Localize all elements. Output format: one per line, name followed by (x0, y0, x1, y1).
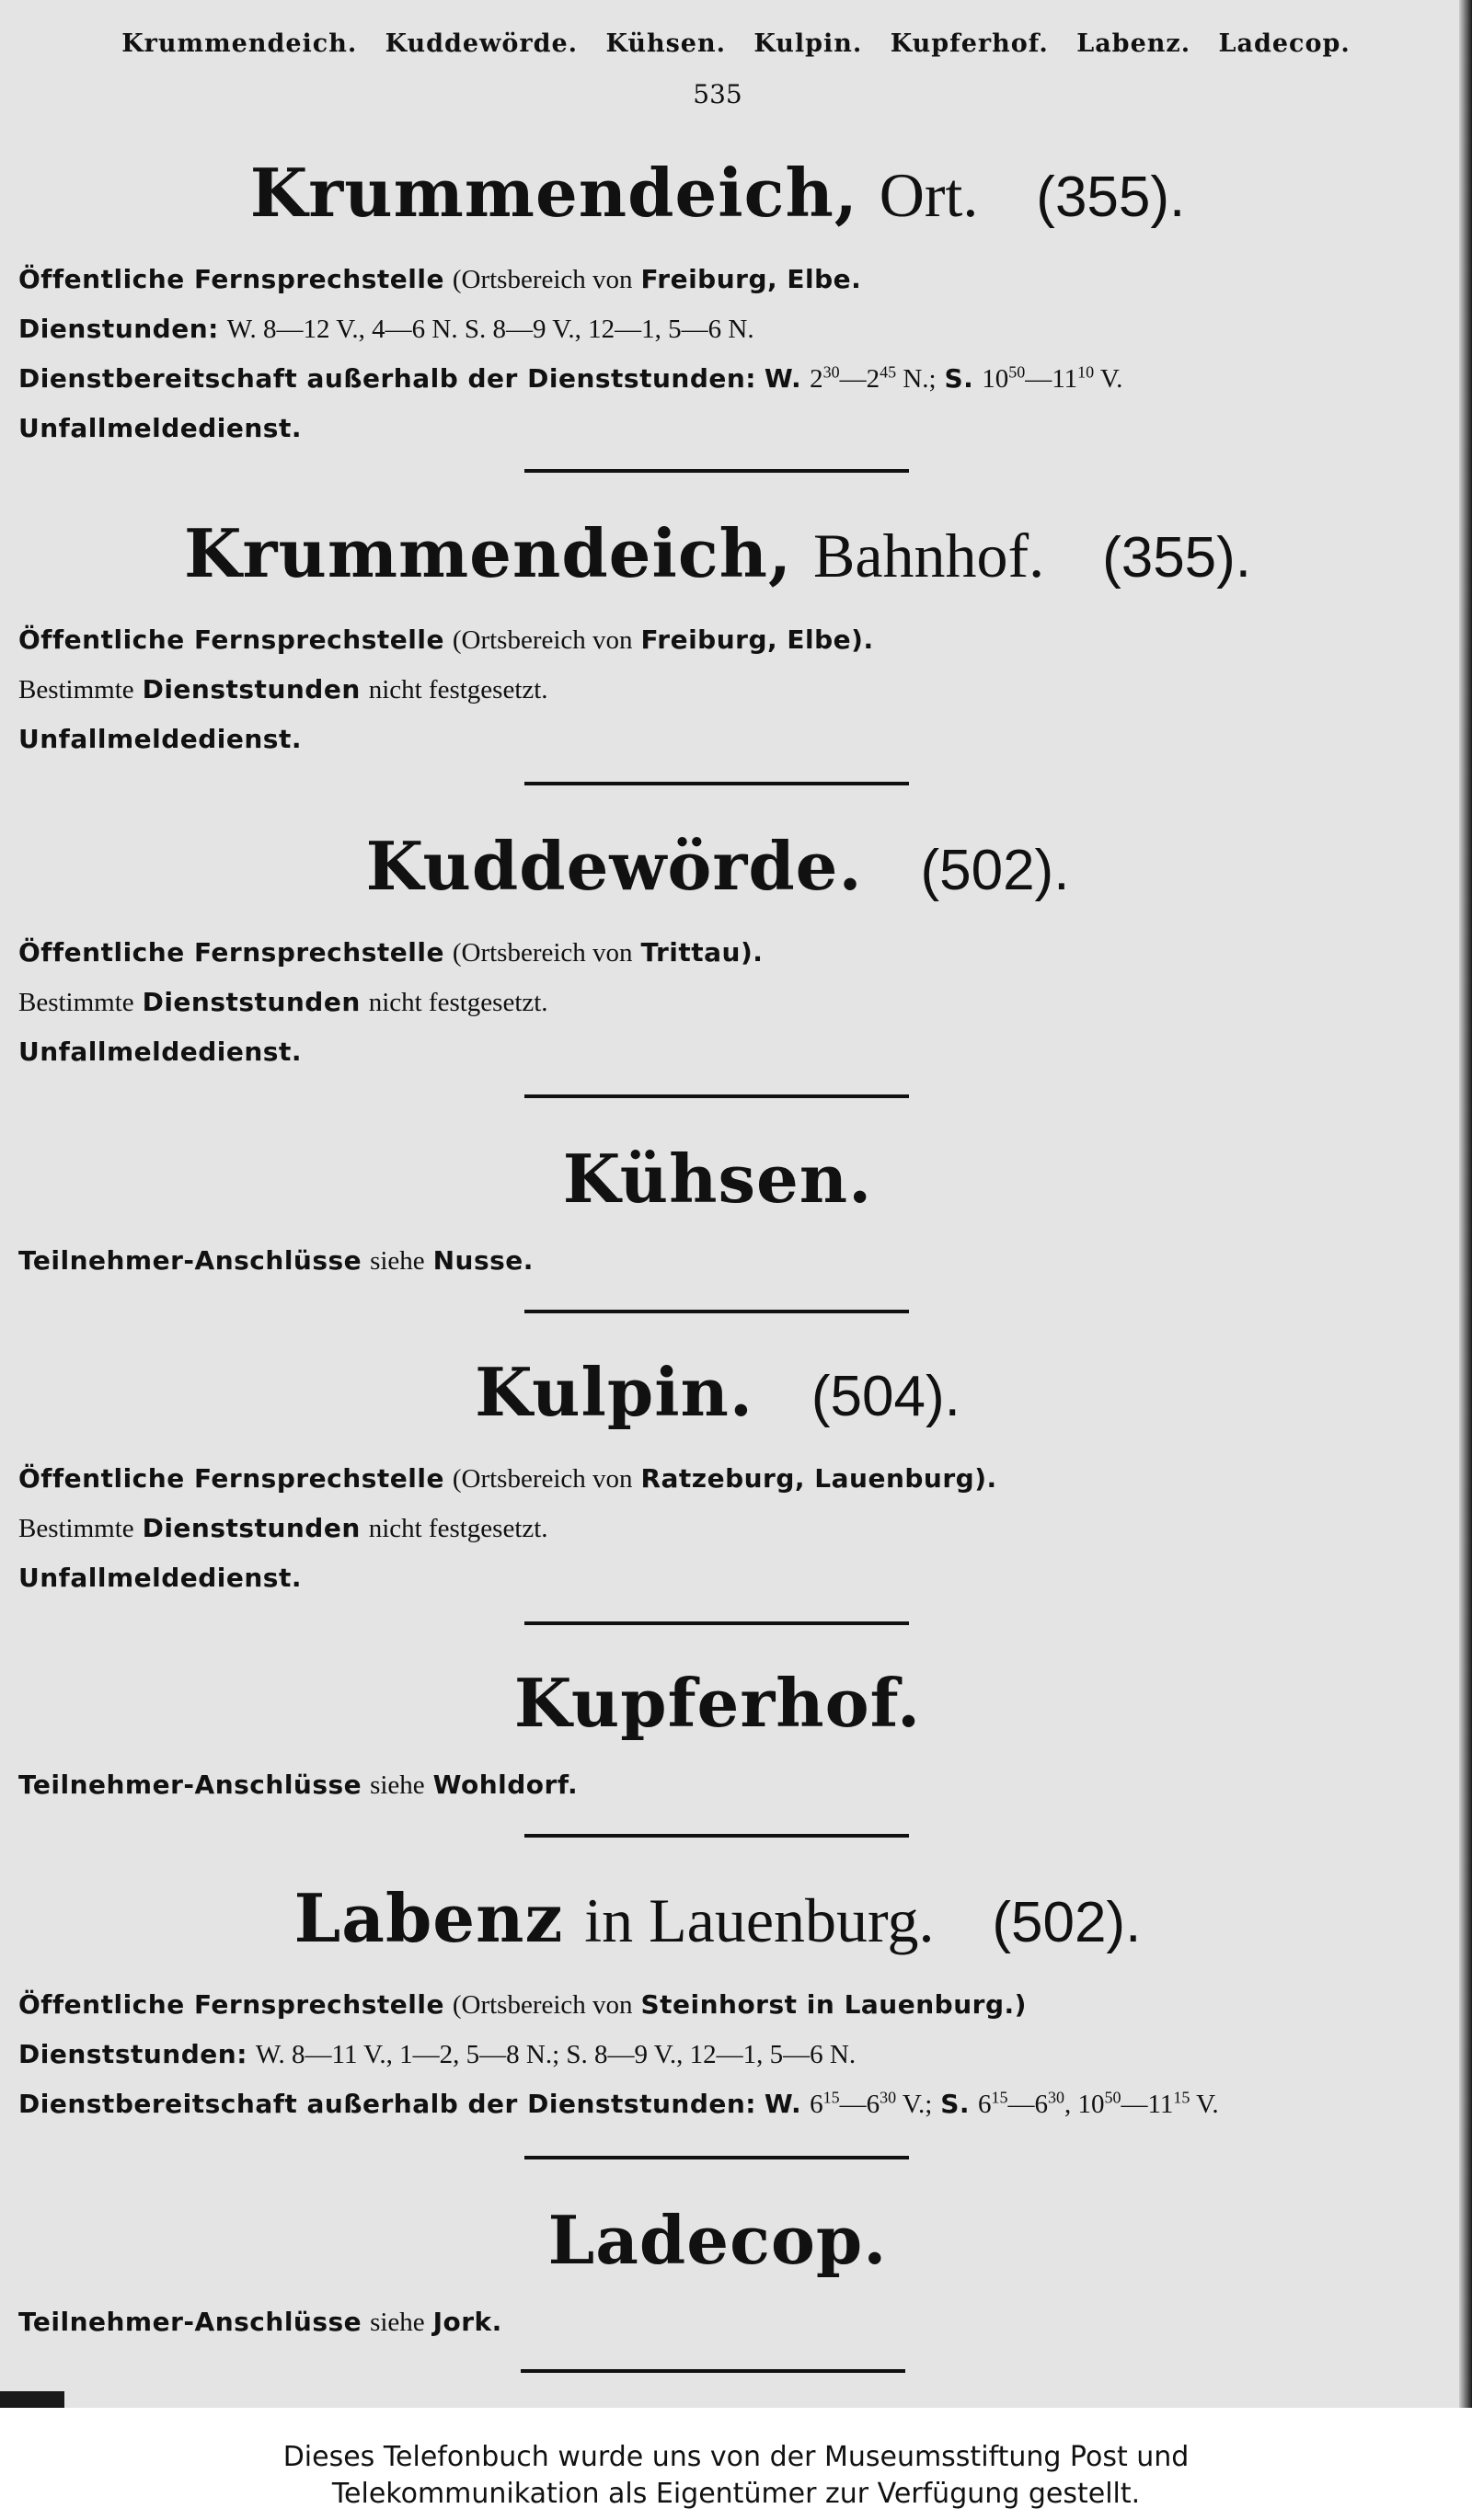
entry-code: (355). (1102, 526, 1252, 590)
entry-line: Dienstbereitschaft außerhalb der Dienststunden: W. $6^{15}—6^{30}$ V.; S. $6^{15}—6^{30}$, $10^{50}—11^{15}$ V. (18, 2088, 1219, 2119)
entry-name: Kuddewörde. (365, 827, 863, 905)
entry-heading (0, 827, 1435, 908)
entry-line: Dienststunden: W. 8—11 V., 1—2, 5—8 N.; S. 8—9 V., 12—1, 5—6 N. (18, 2039, 857, 2069)
entry-heading (0, 1879, 1435, 1960)
section-divider (524, 1310, 909, 1313)
entry-code: (502). (920, 839, 1070, 902)
entry-line: Bestimmte Dienststunden nicht festgesetzt. (18, 987, 548, 1017)
entry-code: (355). (1036, 166, 1186, 229)
entry-line: Teilnehmer-Anschlüsse siehe Nusse. (18, 1245, 534, 1276)
entry-line: Teilnehmer-Anschlüsse siehe Jork. (18, 2307, 502, 2337)
entry-subtitle: in Lauenburg. (584, 1885, 935, 1955)
entry-line: Öffentliche Fernsprechstelle (Ortsbereich von Freiburg, Elbe). (18, 624, 874, 655)
entry-code: (504). (811, 1365, 960, 1428)
section-divider (524, 469, 909, 473)
entry-subtitle: Ort. (879, 160, 979, 230)
entry-labenz (0, 1879, 1435, 2129)
section-divider (524, 2156, 909, 2159)
entry-line: Bestimmte Dienststunden nicht festgesetzt. (18, 674, 548, 704)
section-divider (521, 2369, 905, 2373)
entry-line: Unfallmeldedienst. (18, 724, 302, 754)
entry-heading (0, 156, 1435, 235)
entry-name: Krummendeich, (183, 514, 793, 592)
section-divider (524, 782, 909, 785)
entry-krummendeich-ort (0, 156, 1435, 452)
entry-line: Dienstunden: W. 8—12 V., 4—6 N. S. 8—9 V., 12—1, 5—6 N. (18, 314, 754, 344)
footer-line-2: Telekommunikation als Eigentümer zur Verfügung gestellt. (331, 2478, 1141, 2510)
entry-kupferhof (0, 1664, 1435, 1810)
section-divider (524, 1094, 909, 1098)
page-edge-shadow (1459, 0, 1472, 2408)
entry-kulpin (0, 1353, 1435, 1602)
entry-heading (0, 1664, 1435, 1742)
entry-line: Unfallmeldedienst. (18, 1563, 302, 1593)
entry-name: Kupferhof. (513, 1664, 922, 1742)
section-divider (524, 1834, 909, 1838)
entry-heading (0, 2201, 1435, 2279)
entry-kuehsen (0, 1142, 1435, 1286)
entry-code: (502). (992, 1891, 1142, 1954)
entry-subtitle: Bahnhof. (812, 521, 1045, 590)
entry-line: Bestimmte Dienststunden nicht festgesetzt. (18, 1513, 548, 1543)
entry-line: Teilnehmer-Anschlüsse siehe Wohldorf. (18, 1770, 579, 1800)
footer-line-1: Dieses Telefonbuch wurde uns von der Museumsstiftung Post und (282, 2441, 1190, 2473)
entry-name: Krummendeich, (249, 154, 858, 232)
page-edge-mark (0, 2391, 64, 2408)
running-head: Krummendeich. Kuddewörde. Kühsen. Kulpin. Kupferhof. Labenz. Ladecop. (121, 29, 1351, 58)
entry-line: Dienstbereitschaft außerhalb der Dienststunden: W. $2^{30}—2^{45}$ N.; S. $10^{50}—11^{10}$ V. (18, 362, 1123, 394)
entry-heading (0, 1353, 1435, 1434)
entry-krummendeich-bahnhof (0, 514, 1435, 763)
entry-name: Ladecop. (547, 2201, 888, 2279)
page-number: 535 (693, 79, 742, 109)
entry-line: Öffentliche Fernsprechstelle (Ortsbereich von Trittau). (18, 937, 764, 968)
entry-name: Labenz (293, 1879, 564, 1957)
entry-line: Öffentliche Fernsprechstelle (Ortsbereich von Ratzeburg, Lauenburg). (18, 1463, 997, 1494)
entry-heading (0, 514, 1435, 595)
entry-kuddewoerde (0, 827, 1435, 1076)
entry-name: Kulpin. (475, 1353, 753, 1431)
entry-heading (0, 1142, 1435, 1216)
section-divider (524, 1621, 909, 1625)
entry-line: Öffentliche Fernsprechstelle (Ortsbereich von Steinhorst in Lauenburg.) (18, 1989, 1027, 2020)
entry-name: Kühsen. (562, 1140, 873, 1218)
entry-line: Unfallmeldedienst. (18, 1037, 302, 1067)
entry-line: Öffentliche Fernsprechstelle (Ortsbereich von Freiburg, Elbe. (18, 264, 862, 294)
entry-line: Unfallmeldedienst. (18, 413, 302, 443)
footer-attribution (0, 2439, 1472, 2513)
entry-ladecop (0, 2201, 1435, 2347)
